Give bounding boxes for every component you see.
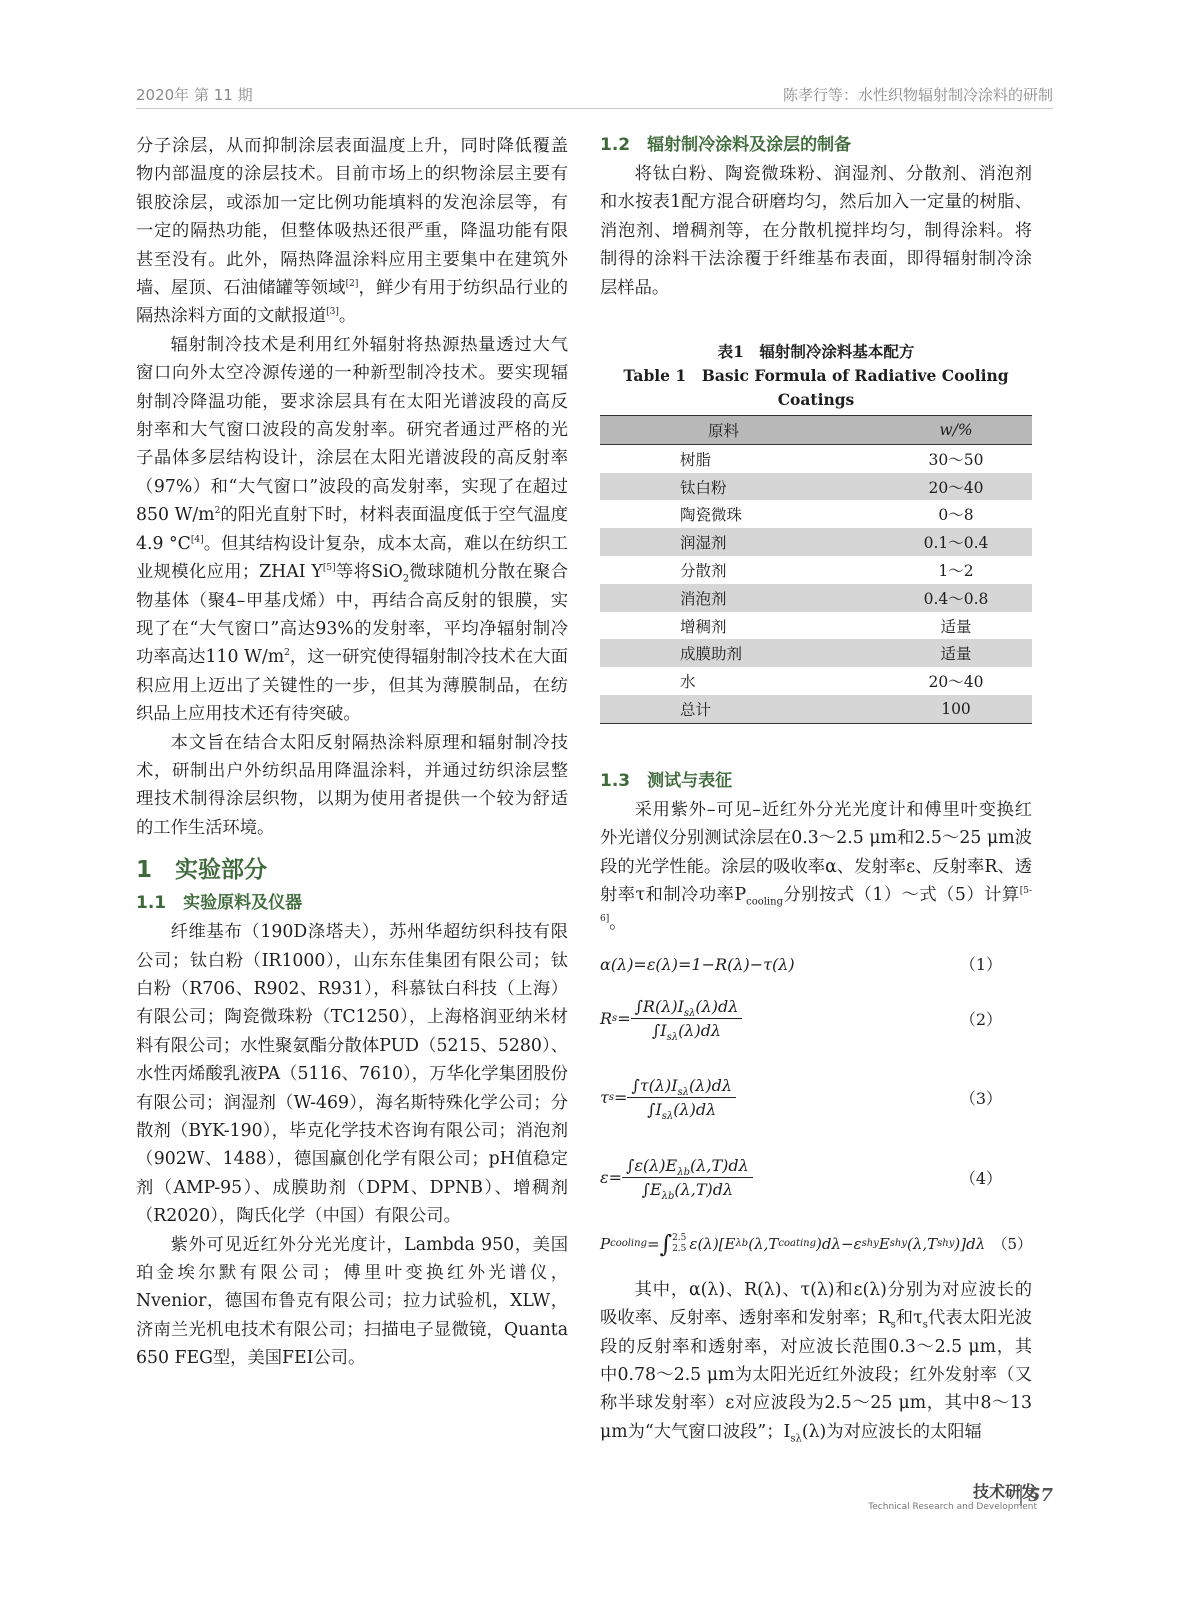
paragraph-materials: 纤维基布（190D涤塔夫），苏州华超纺织科技有限公司；钛白粉（IR1000），山东东佳集团有限公司；钛白粉（R706、R902、R931），科慕钛白科技（上海）有限公司；陶瓷微珠粉（TC1250），上海格润亚纳米材料有限公司；水性聚氨酯分散体PUD（5215、5280）、水性丙烯酸乳液PA（5116、7610），万华化学集团股份有限公司；润湿剂（W-469），海名斯特殊化学公司；分散剂（BYK-190），毕克化学技术咨询有限公司；消泡剂（902W、1488），德国赢创化学有限公司；pH值稳定剂（AMP-95）、成膜助剂（DPM、DPNB）、增稠剂（R2020），陶氏化学（中国）有限公司。 [136, 922, 568, 1227]
header-rule [136, 108, 1053, 109]
table-cell-value: 1～2 [938, 561, 974, 580]
table-cell-value: 20～40 [928, 673, 984, 692]
header-journal-issue: 2020年 第 11 期 [136, 86, 253, 104]
table-row [600, 667, 1032, 695]
table-caption-en: Table 1 Basic Formula of Radiative Cooling Coatings [623, 366, 1009, 410]
table-cell-value: 适量 [880, 639, 1032, 667]
footer-label-zh: 技术研发 [972, 1482, 1037, 1501]
table-row [600, 695, 1032, 723]
table-cell-material: 成膜助剂 [600, 639, 880, 667]
section-heading-experimental: 1 实验部分 [136, 857, 268, 884]
header-article-title: 陈孝行等：水性织物辐射制冷涂料的研制 [782, 86, 1053, 104]
table-cell-value: 100 [880, 695, 1032, 723]
page-number: 57 [1020, 1485, 1053, 1506]
table-cell-material: 树脂 [680, 450, 712, 469]
equation-3: τ s = $\frac{\int\tau(\lambda)I_{s\lambda}(\lambda)d\lambda}{\int I_{s\lambda}(\lambda)d\lambda}$ （3） [600, 1076, 1002, 1123]
table-cell-value: 0～8 [938, 506, 974, 525]
paragraph-radiative-cooling: 辐射制冷技术是利用红外辐射将热源热量透过大气窗口向外太空冷源传递的一种新型制冷技术。要实现辐射制冷降温功能，要求涂层具有在太阳光谱波段的高反射率和大气窗口波段的高发射率。研究者通过严格的光子晶体多层结构设计，涂层在太阳光谱波段的高反射率（97%）和“大气窗口”波段的高发射率，实现了在超过850 $W/m^2$的阳光直射下时，材料表面温度低于空气温度4.9 °C[4]。但其结构设计复杂，成本太高，难以在纺织工业规模化应用；ZHAI Y[5]等将SiO$_2$微球随机分散在聚合物基体（聚4–甲基戊烯）中，再结合高反射的银膜，实现了在“大气窗口”高达93%的发射率，平均净辐射制冷功率高达110 $W/m^2$，这一研究使得辐射制冷技术在大面积应用上迈出了关键性的一步，但其为薄膜制品，在纺织品上应用技术还有待突破。 [136, 334, 568, 725]
table-cell-value: 0.4～0.8 [880, 584, 1032, 612]
table-row [600, 556, 1032, 584]
table-row [600, 639, 1032, 667]
table-header-material: 原料 [600, 416, 880, 445]
subsection-heading-materials: 1.1 实验原料及仪器 [136, 893, 303, 914]
table-cell-material: 陶瓷微珠 [680, 506, 743, 525]
paragraph-instruments: 紫外可见近红外分光光度计，Lambda 950，美国珀金埃尔默有限公司；傅里叶变换红外光谱仪，Nvenior，德国布鲁克有限公司；拉力试验机，XLW，济南兰光机电技术有限公司；扫描电子显微镜，Quanta 650 FEG型，美国FEI公司。 [136, 1234, 568, 1369]
table-cell-material: 增稠剂 [680, 617, 727, 636]
subsection-heading-preparation: 1.2 辐射制冷涂料及涂层的制备 [600, 135, 852, 155]
table-cell-material: 水 [680, 673, 696, 692]
table-row [600, 444, 1032, 472]
subsection-heading-testing: 1.3 测试与表征 [600, 770, 733, 791]
table-header-row [600, 416, 1032, 445]
footer-label-en: Technical Research and Development [868, 1502, 1037, 1512]
paragraph-preparation: 将钛白粉、陶瓷微珠粉、润湿剂、分散剂、消泡剂和水按表1配方混合研磨均匀，然后加入一定量的树脂、消泡剂、增稠剂等，在分散机搅拌均匀，制得涂料。将制得的涂料干法涂覆于纤维基布表面，即得辐射制冷涂层样品。 [600, 164, 1032, 298]
paragraph-testing: 采用紫外–可见–近红外分光光度计和傅里叶变换红外光谱仪分别测试涂层在0.3～2.5 μm和2.5～25 μm波段的光学性能。涂层的吸收率α、发射率ε、反射率R、透射率τ和制冷功率$P_{cooling}$分别按式（1）～式（5）计算[5-6]。 [600, 799, 1032, 934]
table-cell-value: 0.1～0.4 [880, 528, 1032, 556]
table-cell-material: 分散剂 [680, 561, 727, 580]
table-row [600, 584, 1032, 612]
table-row [600, 500, 1032, 528]
table-row [600, 528, 1032, 556]
table-caption-zh: 表1 辐射制冷涂料基本配方 [717, 342, 915, 362]
equation-4: ε= $\frac{\int\varepsilon(\lambda)E_{\lambda b}(\lambda,T)d\lambda}{\int E_{\lambda b}(\lambda,T)d\lambda}$ （4） [600, 1156, 1002, 1203]
paragraph-aim: 本文旨在结合太阳反射隔热涂料原理和辐射制冷技术，研制出户外纺织品用降温涂料，并通过纺织涂层整理技术制得涂层织物，以期为使用者提供一个较为舒适的工作生活环境。 [136, 732, 568, 838]
equation-1: α(λ)=ε(λ)=1−R(λ)−τ(λ) （1） [600, 954, 1002, 974]
table-cell-value: 30～50 [928, 450, 984, 469]
table-cell-material: 总计 [600, 695, 880, 723]
left-column [136, 132, 568, 1373]
footer-section-label [868, 1479, 1037, 1512]
equation-5: P cooling = ∫ 2.5 2.5 ε(λ)[E λb (λ,T coating )dλ−ε shy E shy (λ,T shy )]dλ （5） [600, 1229, 1032, 1258]
paragraph-intro: 分子涂层，从而抑制涂层表面温度上升，同时降低覆盖物内部温度的涂层技术。目前市场上的织物涂层主要有银胶涂层，或添加一定比例功能填料的发泡涂层等，有一定的隔热功能，但整体吸热还很严重，降温功能有限甚至没有。此外，隔热降温涂料应用主要集中在建筑外墙、屋顶、石油储罐等领域[2]，鲜少有用于纺织品行业的隔热涂料方面的文献报道[3]。 [136, 136, 568, 327]
table-cell-material: 消泡剂 [600, 584, 880, 612]
table-cell-value: 适量 [940, 617, 972, 636]
equation-2: R s = $\frac{\int R(\lambda)I_{s\lambda}(\lambda)d\lambda}{\int I_{s\lambda}(\lambda)d\lambda}$ （2） [600, 997, 1002, 1044]
table-cell-material: 钛白粉 [600, 473, 880, 501]
paragraph-definitions: 其中，α(λ)、R(λ)、τ(λ)和ε(λ)分别为对应波长的吸收率、反射率、透射率和发射率；$R_s$和$\tau_s$代表太阳光波段的反射率和透射率，对应波长范围0.3～2.5 μm，其中0.78～2.5 μm为太阳光近红外波段；红外发射率（又称半球发射率）ε对应波段为2.5～25 μm，其中8～13 μm为“大气窗口波段”；$I_{s\lambda}(\lambda)$为对应波长的太阳辐 [600, 1279, 1032, 1445]
table-row [600, 612, 1032, 640]
formula-table [600, 415, 1032, 724]
right-column [600, 132, 1032, 1446]
table-cell-material: 润湿剂 [600, 528, 880, 556]
table-header-mass-fraction: w/% [880, 416, 1032, 445]
table-cell-value: 20～40 [880, 473, 1032, 501]
table-row [600, 473, 1032, 501]
